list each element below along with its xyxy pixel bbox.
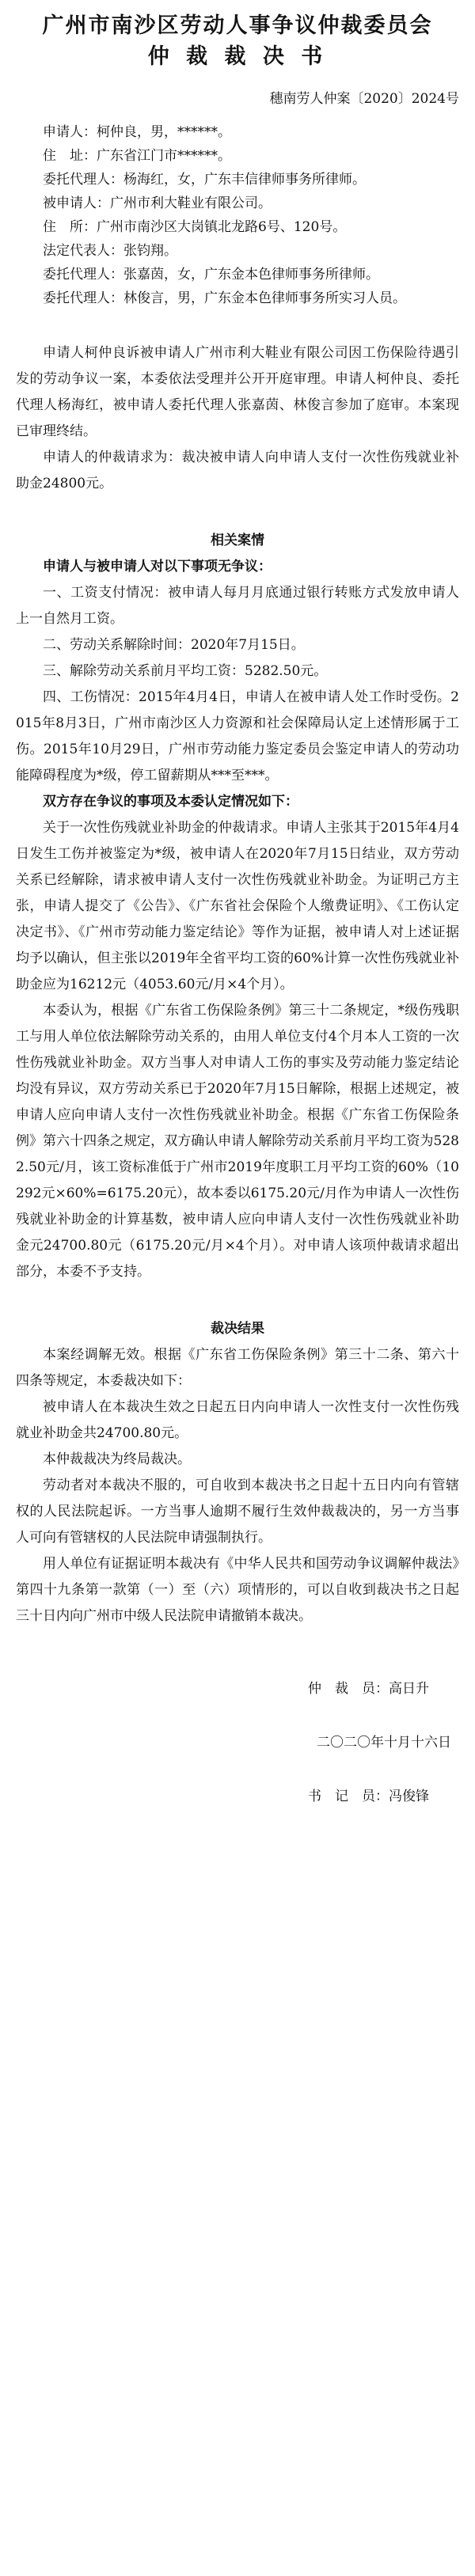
spacer [16, 310, 459, 340]
spacer [16, 497, 459, 527]
facts-section-title: 相关案情 [211, 533, 264, 548]
disputed-claim-paragraph: 关于一次性伤残就业补助金的仲裁请求。申请人主张其于2015年4月4日发生工伤并被鉴定为*级，被申请人在2020年7月15日结业，双方劳动关系已经解除，请求被申请人支付一次性伤残就业补助金。为证明己方主张，申请人提交了《公告》、《广东省社会保险个人缴费证明》、《工伤认定决定书》、《广州市劳动能力鉴定结论》等作为证据，被申请人对上述证据均予以确认，但主张以2019年全省平均工资的60%计算一次性伤残就业补助金应为16212元（4053.60元/月×4个月）。 [16, 820, 459, 992]
undisputed-item-3: 三、解除劳动关系前月平均工资：5282.50元。 [43, 663, 328, 679]
committee-title: 广州市南沙区劳动人事争议仲裁委员会 [42, 13, 433, 38]
parties-section [16, 120, 459, 310]
committee-opinion-paragraph: 本委认为，根据《广东省工伤保险条例》第三十二条规定，*级伤残职工与用人单位依法解除劳动关系的，由用人单位支付4个月本人工资的一次性伤残就业补助金。双方当事人对申请人工伤的事实及劳动能力鉴定结论均没有异议，双方劳动关系已于2020年7月15日解除，根据上述规定，被申请人应向申请人支付一次性伤残就业补助金。根据《广东省工伤保险条例》第六十四条之规定，双方确认申请人解除劳动关系前月平均工资为5282.50元/月，该工资标准低于广州市2019年度职工月平均工资的60%（10292元×60%=6175.20元），故本委以6175.20元/月作为申请人一次性伤残就业补助金的计算基数，被申请人应向申请人支付一次性伤残就业补助金元24700.80元（6175.20元/月×4个月）。对申请人该项仲裁请求超出部分，本委不予支持。 [16, 1003, 459, 1280]
spacer [16, 1629, 459, 1660]
party-legal-representative: 法定代表人：张钧翔。 [43, 243, 177, 259]
party-applicant-agent: 委托代理人：杨海红，女，广东丰信律师事务所律师。 [43, 172, 366, 188]
spacer [16, 1755, 459, 1785]
document-subtitle: 仲 裁 裁 决 书 [147, 44, 328, 69]
case-number: 穗南劳人仲案〔2020〕2024号 [269, 91, 459, 107]
party-respondent-agent-1: 委托代理人：张嘉茵，女，广东金本色律师事务所律师。 [43, 267, 379, 283]
undisputed-item-2: 二、劳动关系解除时间：2020年7月15日。 [43, 637, 305, 653]
result-paragraph-basis: 本案经调解无效。根据《广东省工伤保险条例》第三十二条、第六十四条等规定，本委裁决如下： [16, 1347, 459, 1389]
result-paragraph-award: 被申请人在本裁决生效之日起五日内向申请人一次性支付一次性伤残就业补助金共24700.80元。 [16, 1399, 459, 1441]
intro-paragraph: 申请人柯仲良诉被申请人广州市利大鞋业有限公司因工伤保险待遇引发的劳动争议一案，本委依法受理并公开开庭审理。申请人柯仲良、委托代理人杨海红，被申请人委托代理人张嘉茵、林俊言参加了庭审。本案现已审理终结。 [16, 345, 459, 439]
claim-paragraph: 申请人的仲裁请求为：裁决被申请人向申请人支付一次性伤残就业补助金24800元。 [16, 450, 459, 491]
award-date: 二〇二〇年十月十六日 [317, 1735, 451, 1751]
result-section-title: 裁决结果 [211, 1321, 264, 1337]
undisputed-item-1: 一、工资支付情况：被申请人每月月底通过银行转账方式发放申请人上一自然月工资。 [16, 585, 459, 627]
party-applicant: 申请人：柯仲良，男，******。 [43, 124, 231, 140]
party-respondent-address: 住 所：广州市南沙区大岗镇北龙路6号、120号。 [43, 219, 347, 235]
disputed-heading: 双方存在争议的事项及本委认定情况如下： [43, 794, 298, 810]
spacer [16, 1285, 459, 1315]
result-paragraph-worker-appeal: 劳动者对本裁决不服的，可自收到本裁决书之日起十五日内向有管辖权的人民法院起诉。一方当事人逾期不履行生效仲裁裁决的，另一方当事人可向有管辖权的人民法院申请强制执行。 [16, 1478, 459, 1546]
result-paragraph-employer-revoke: 用人单位有证据证明本裁决有《中华人民共和国劳动争议调解仲裁法》第四十九条第一款第（一）至（六）项情形的，可以自收到裁决书之日起三十日内向广州市中级人民法院申请撤销本裁决。 [16, 1556, 459, 1624]
spacer [16, 1660, 459, 1677]
spacer [16, 1701, 459, 1731]
clerk-signature: 书 记 员：冯俊锋 [308, 1789, 429, 1804]
party-respondent-agent-2: 委托代理人：林俊言，男，广东金本色律师事务所实习人员。 [43, 290, 406, 306]
result-paragraph-final: 本仲裁裁决为终局裁决。 [43, 1451, 191, 1467]
party-respondent: 被申请人：广州市利大鞋业有限公司。 [43, 195, 272, 211]
undisputed-item-4: 四、工伤情况：2015年4月4日，申请人在被申请人处工作时受伤。2015年8月3日，广州市南沙区人力资源和社会保障局认定上述情形属于工伤。2015年10月29日，广州市劳动能力鉴定委员会鉴定申请人的劳动功能障碍程度为*级，停工留薪期从***至***。 [16, 689, 459, 783]
party-applicant-address: 住 址：广东省江门市******。 [43, 148, 231, 164]
arbitrator-signature: 仲 裁 员：高日升 [308, 1681, 429, 1697]
undisputed-heading: 申请人与被申请人对以下事项无争议： [43, 559, 272, 575]
